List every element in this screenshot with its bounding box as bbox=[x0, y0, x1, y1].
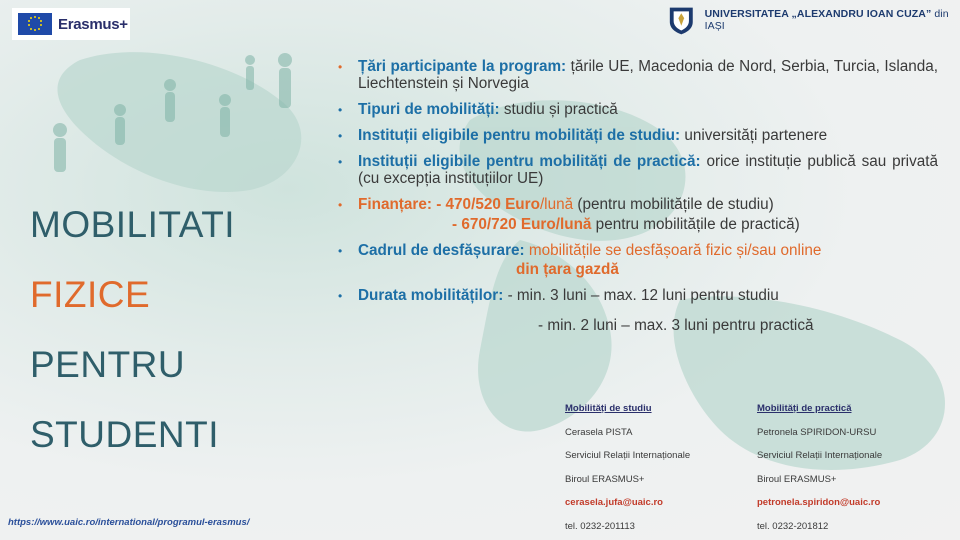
bullet-duration: • Durata mobilităților: - min. 3 luni – max. 12 luni pentru studiu bbox=[338, 287, 779, 304]
bullet-study-institutions: • Instituții eligibile pentru mobilități de studiu: universități partenere bbox=[338, 127, 828, 144]
bullet-funding: • Finanțare: - 470/520 Euro/lună (pentru mobilitățile de studiu) bbox=[338, 196, 774, 213]
bullet-icon: • bbox=[338, 198, 343, 212]
title-line-3: PENTRU bbox=[30, 344, 186, 385]
contact-heading: Mobilități de studiu bbox=[565, 403, 652, 414]
contact-department: Serviciul Relații Internaționale bbox=[565, 450, 691, 461]
title-line-4: STUDENTI bbox=[30, 414, 219, 455]
footer-url-link[interactable]: https://www.uaic.ro/international/programul-erasmus/ bbox=[8, 517, 250, 528]
university-header bbox=[666, 4, 960, 36]
contact-heading: Mobilități de practică bbox=[757, 403, 852, 414]
bullet-countries: • Țări participante la program: țările UE, Macedonia de Nord, Serbia, Turcia, Islanda, Liechtenstein și Norvegia bbox=[338, 58, 939, 92]
contact-study bbox=[565, 397, 690, 538]
contact-email-link[interactable]: petronela.spiridon@uaic.ro bbox=[757, 497, 881, 508]
contact-phone: tel. 0232-201812 bbox=[757, 520, 829, 532]
contact-practice bbox=[757, 397, 882, 538]
framework-line-2: din țara gazdă bbox=[516, 261, 619, 278]
eu-flag-icon bbox=[18, 13, 52, 35]
title-line-1: MOBILITATI bbox=[30, 204, 236, 245]
duration-line-2: - min. 2 luni – max. 3 luni pentru practică bbox=[538, 317, 814, 334]
bullet-icon: • bbox=[338, 244, 343, 258]
bullet-icon: • bbox=[338, 103, 343, 117]
bullet-types: • Tipuri de mobilități: studiu și practică bbox=[338, 101, 618, 118]
contact-name: Petronela SPIRIDON-URSU bbox=[757, 426, 877, 438]
bullet-practice-institutions: • Instituții eligibile pentru mobilități de practică: orice instituție publică sau privată (cu excepția instituțiilor UE) bbox=[338, 153, 938, 187]
slide-title bbox=[30, 190, 235, 470]
bullet-icon: • bbox=[338, 289, 343, 303]
contact-office: Biroul ERASMUS+ bbox=[757, 473, 837, 485]
contact-phone: tel. 0232-201113 bbox=[565, 520, 635, 532]
contact-office: Biroul ERASMUS+ bbox=[565, 473, 645, 485]
bullet-framework: • Cadrul de desfășurare: mobilitățile se desfășoară fizic și/sau online bbox=[338, 242, 822, 259]
bullet-icon: • bbox=[338, 129, 343, 143]
university-suffix: din IAȘI bbox=[704, 8, 949, 32]
contact-email-link[interactable]: cerasela.jufa@uaic.ro bbox=[565, 497, 663, 508]
bullet-icon: • bbox=[338, 60, 343, 74]
university-name: UNIVERSITATEA „ALEXANDRU IOAN CUZA” bbox=[704, 8, 932, 20]
erasmus-logo-text: Erasmus+ bbox=[58, 15, 128, 33]
bullet-list bbox=[338, 58, 938, 343]
contact-department: Serviciul Relații Internaționale bbox=[757, 450, 883, 461]
contact-name: Cerasela PISTA bbox=[565, 426, 633, 438]
bullet-icon: • bbox=[338, 155, 343, 169]
university-crest-icon bbox=[666, 4, 697, 36]
erasmus-logo bbox=[12, 8, 130, 40]
funding-line-2: - 670/720 Euro/lună pentru mobilitățile de practică) bbox=[452, 216, 800, 233]
title-line-2: FIZICE bbox=[30, 274, 151, 315]
